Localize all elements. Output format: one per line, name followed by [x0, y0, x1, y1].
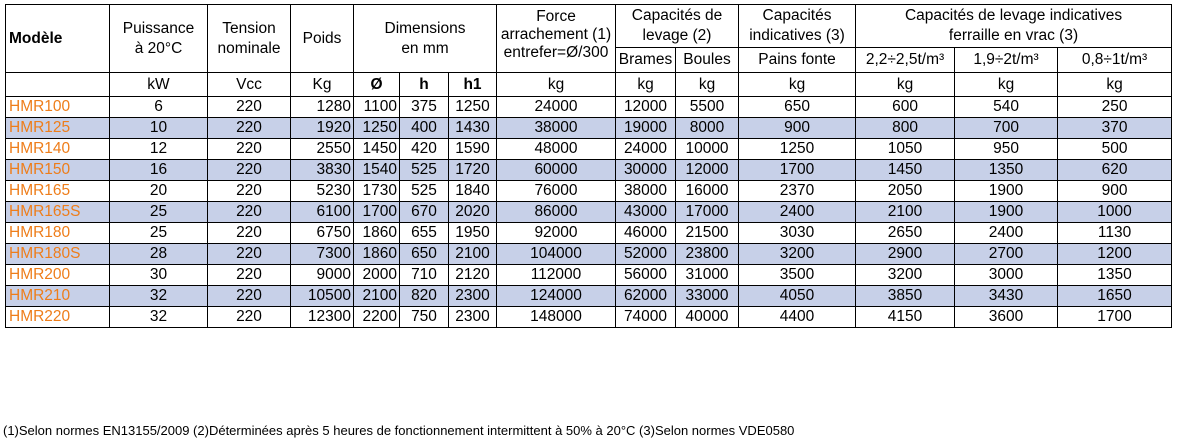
- table-row: [6, 202, 1172, 223]
- value-cell: 220: [208, 97, 291, 118]
- value-cell: 38000: [497, 118, 616, 139]
- value-cell: 1700: [354, 202, 400, 223]
- value-cell: 220: [208, 139, 291, 160]
- header-balls: Boules: [676, 48, 739, 73]
- header-lift-capacity: [616, 5, 739, 48]
- value-cell: 1950: [449, 223, 497, 244]
- value-cell: 2200: [354, 307, 400, 328]
- value-cell: 1730: [354, 181, 400, 202]
- value-cell: 1130: [1058, 223, 1172, 244]
- header-weight: Poids: [291, 5, 354, 73]
- value-cell: 500: [1058, 139, 1172, 160]
- header-model: Modèle: [6, 5, 110, 73]
- unit-power: kW: [110, 73, 208, 97]
- value-cell: 1250: [354, 118, 400, 139]
- value-cell: 2000: [354, 265, 400, 286]
- value-cell: 23800: [676, 244, 739, 265]
- header-power: [110, 5, 208, 73]
- value-cell: 30: [110, 265, 208, 286]
- header-voltage-line2: nominale: [217, 39, 281, 57]
- value-cell: 2300: [449, 286, 497, 307]
- unit-slabs: kg: [616, 73, 676, 97]
- unit-balls: kg: [676, 73, 739, 97]
- value-cell: 2120: [449, 265, 497, 286]
- unit-force: kg: [497, 73, 616, 97]
- value-cell: 38000: [616, 181, 676, 202]
- table-row: [6, 118, 1172, 139]
- header-lift-capacity-line2: levage (2): [642, 27, 712, 44]
- value-cell: 1860: [354, 244, 400, 265]
- value-cell: 420: [400, 139, 449, 160]
- value-cell: 104000: [497, 244, 616, 265]
- value-cell: 12000: [676, 160, 739, 181]
- value-cell: 220: [208, 244, 291, 265]
- value-cell: 33000: [676, 286, 739, 307]
- value-cell: 1350: [955, 160, 1058, 181]
- value-cell: 30000: [616, 160, 676, 181]
- value-cell: 76000: [497, 181, 616, 202]
- value-cell: 1700: [739, 160, 856, 181]
- value-cell: 62000: [616, 286, 676, 307]
- value-cell: 525: [400, 160, 449, 181]
- value-cell: 1050: [856, 139, 955, 160]
- value-cell: 2400: [955, 223, 1058, 244]
- value-cell: 1920: [291, 118, 354, 139]
- table-body: [6, 97, 1172, 328]
- value-cell: 820: [400, 286, 449, 307]
- value-cell: 1900: [955, 181, 1058, 202]
- value-cell: 28: [110, 244, 208, 265]
- value-cell: 4050: [739, 286, 856, 307]
- value-cell: 9000: [291, 265, 354, 286]
- model-cell: HMR100: [6, 97, 110, 118]
- value-cell: 2050: [856, 181, 955, 202]
- value-cell: 25: [110, 223, 208, 244]
- value-cell: 650: [400, 244, 449, 265]
- value-cell: 5230: [291, 181, 354, 202]
- header-force-line2: arrachement (1): [500, 26, 612, 43]
- value-cell: 600: [856, 97, 955, 118]
- table-row: [6, 160, 1172, 181]
- header-indicative-line1: Capacités: [762, 7, 832, 24]
- header-density-2: 1,9÷2t/m³: [955, 48, 1058, 73]
- model-cell: HMR180S: [6, 244, 110, 265]
- unit-density-1: kg: [856, 73, 955, 97]
- value-cell: 10: [110, 118, 208, 139]
- model-cell: HMR200: [6, 265, 110, 286]
- value-cell: 220: [208, 307, 291, 328]
- header-scrap-line2: ferraille en vrac (3): [948, 27, 1079, 44]
- value-cell: 525: [400, 181, 449, 202]
- header-voltage: [208, 5, 291, 73]
- value-cell: 148000: [497, 307, 616, 328]
- value-cell: 3200: [739, 244, 856, 265]
- value-cell: 4150: [856, 307, 955, 328]
- value-cell: 32: [110, 307, 208, 328]
- value-cell: 3850: [856, 286, 955, 307]
- value-cell: 2900: [856, 244, 955, 265]
- value-cell: 370: [1058, 118, 1172, 139]
- footnote: (1)Selon normes EN13155/2009 (2)Déterminées après 5 heures de fonctionnement intermittent à 50% à 20°C (3)Selon normes VDE0580: [3, 423, 795, 438]
- header-pig-iron: Pains fonte: [739, 48, 856, 73]
- value-cell: 220: [208, 265, 291, 286]
- header-indicative: [739, 5, 856, 48]
- header-h1: h1: [449, 73, 497, 97]
- value-cell: 40000: [676, 307, 739, 328]
- value-cell: 620: [1058, 160, 1172, 181]
- value-cell: 124000: [497, 286, 616, 307]
- value-cell: 220: [208, 223, 291, 244]
- value-cell: 1100: [354, 97, 400, 118]
- model-cell: HMR150: [6, 160, 110, 181]
- value-cell: 3430: [955, 286, 1058, 307]
- value-cell: 2100: [354, 286, 400, 307]
- value-cell: 2400: [739, 202, 856, 223]
- table-row: [6, 139, 1172, 160]
- value-cell: 7300: [291, 244, 354, 265]
- value-cell: 2020: [449, 202, 497, 223]
- value-cell: 1590: [449, 139, 497, 160]
- value-cell: 1280: [291, 97, 354, 118]
- table-row: [6, 265, 1172, 286]
- value-cell: 6100: [291, 202, 354, 223]
- value-cell: 12300: [291, 307, 354, 328]
- header-dimensions-line1: Dimensions: [384, 19, 466, 37]
- value-cell: 1540: [354, 160, 400, 181]
- value-cell: 46000: [616, 223, 676, 244]
- value-cell: 900: [1058, 181, 1172, 202]
- value-cell: 17000: [676, 202, 739, 223]
- value-cell: 1700: [1058, 307, 1172, 328]
- value-cell: 31000: [676, 265, 739, 286]
- model-cell: HMR140: [6, 139, 110, 160]
- unit-weight: Kg: [291, 73, 354, 97]
- value-cell: 10500: [291, 286, 354, 307]
- value-cell: 86000: [497, 202, 616, 223]
- header-scrap-capacity: [856, 5, 1172, 48]
- header-lift-capacity-line1: Capacités de: [631, 7, 723, 24]
- value-cell: 74000: [616, 307, 676, 328]
- value-cell: 2100: [449, 244, 497, 265]
- value-cell: 2700: [955, 244, 1058, 265]
- value-cell: 4400: [739, 307, 856, 328]
- header-density-3: 0,8÷1t/m³: [1058, 48, 1172, 73]
- value-cell: 12000: [616, 97, 676, 118]
- header-diameter: Ø: [354, 73, 400, 97]
- value-cell: 43000: [616, 202, 676, 223]
- value-cell: 1650: [1058, 286, 1172, 307]
- specification-table: [5, 4, 1172, 328]
- value-cell: 3600: [955, 307, 1058, 328]
- value-cell: 650: [739, 97, 856, 118]
- header-indicative-line2: indicatives (3): [749, 27, 845, 44]
- value-cell: 16: [110, 160, 208, 181]
- model-cell: HMR220: [6, 307, 110, 328]
- value-cell: 2650: [856, 223, 955, 244]
- value-cell: 250: [1058, 97, 1172, 118]
- value-cell: 1450: [354, 139, 400, 160]
- table-row: [6, 97, 1172, 118]
- value-cell: 655: [400, 223, 449, 244]
- value-cell: 950: [955, 139, 1058, 160]
- value-cell: 3500: [739, 265, 856, 286]
- value-cell: 10000: [676, 139, 739, 160]
- value-cell: 2550: [291, 139, 354, 160]
- value-cell: 3000: [955, 265, 1058, 286]
- unit-density-2: kg: [955, 73, 1058, 97]
- value-cell: 52000: [616, 244, 676, 265]
- value-cell: 1900: [955, 202, 1058, 223]
- unit-voltage: Vcc: [208, 73, 291, 97]
- value-cell: 900: [739, 118, 856, 139]
- header-scrap-line1: Capacités de levage indicatives: [904, 7, 1123, 24]
- value-cell: 1000: [1058, 202, 1172, 223]
- value-cell: 800: [856, 118, 955, 139]
- value-cell: 1840: [449, 181, 497, 202]
- value-cell: 60000: [497, 160, 616, 181]
- value-cell: 540: [955, 97, 1058, 118]
- table-row: [6, 181, 1172, 202]
- value-cell: 220: [208, 160, 291, 181]
- value-cell: 1250: [739, 139, 856, 160]
- header-power-line2: à 20°C: [134, 39, 183, 57]
- header-dimensions-line2: en mm: [401, 39, 449, 57]
- header-force-line3: entrefer=Ø/300: [503, 44, 609, 61]
- value-cell: 8000: [676, 118, 739, 139]
- value-cell: 21500: [676, 223, 739, 244]
- table-row: [6, 307, 1172, 328]
- value-cell: 220: [208, 118, 291, 139]
- value-cell: 400: [400, 118, 449, 139]
- value-cell: 3030: [739, 223, 856, 244]
- value-cell: 670: [400, 202, 449, 223]
- value-cell: 1450: [856, 160, 955, 181]
- value-cell: 6750: [291, 223, 354, 244]
- value-cell: 220: [208, 202, 291, 223]
- value-cell: 2100: [856, 202, 955, 223]
- value-cell: 220: [208, 286, 291, 307]
- value-cell: 5500: [676, 97, 739, 118]
- value-cell: 1860: [354, 223, 400, 244]
- value-cell: 32: [110, 286, 208, 307]
- table-row: [6, 244, 1172, 265]
- model-cell: HMR180: [6, 223, 110, 244]
- model-cell: HMR165: [6, 181, 110, 202]
- value-cell: 20: [110, 181, 208, 202]
- header-voltage-line1: Tension: [222, 19, 276, 37]
- model-cell: HMR165S: [6, 202, 110, 223]
- value-cell: 92000: [497, 223, 616, 244]
- value-cell: 24000: [616, 139, 676, 160]
- value-cell: 56000: [616, 265, 676, 286]
- value-cell: 1430: [449, 118, 497, 139]
- value-cell: 24000: [497, 97, 616, 118]
- table-row: [6, 223, 1172, 244]
- value-cell: 750: [400, 307, 449, 328]
- spec-table-container: [5, 4, 1172, 328]
- header-dimensions: [354, 5, 497, 73]
- unit-model: [6, 73, 110, 97]
- header-h: h: [400, 73, 449, 97]
- table-row: [6, 286, 1172, 307]
- unit-density-3: kg: [1058, 73, 1172, 97]
- value-cell: 1200: [1058, 244, 1172, 265]
- header-slabs: Brames: [616, 48, 676, 73]
- value-cell: 25: [110, 202, 208, 223]
- value-cell: 710: [400, 265, 449, 286]
- value-cell: 220: [208, 181, 291, 202]
- value-cell: 700: [955, 118, 1058, 139]
- unit-pig-iron: kg: [739, 73, 856, 97]
- value-cell: 375: [400, 97, 449, 118]
- value-cell: 3200: [856, 265, 955, 286]
- model-cell: HMR125: [6, 118, 110, 139]
- header-density-1: 2,2÷2,5t/m³: [856, 48, 955, 73]
- value-cell: 3830: [291, 160, 354, 181]
- value-cell: 16000: [676, 181, 739, 202]
- value-cell: 12: [110, 139, 208, 160]
- value-cell: 2370: [739, 181, 856, 202]
- value-cell: 19000: [616, 118, 676, 139]
- value-cell: 112000: [497, 265, 616, 286]
- header-force-line1: Force: [536, 8, 576, 25]
- value-cell: 1350: [1058, 265, 1172, 286]
- header-power-line1: Puissance: [122, 19, 195, 37]
- value-cell: 6: [110, 97, 208, 118]
- value-cell: 2300: [449, 307, 497, 328]
- value-cell: 48000: [497, 139, 616, 160]
- model-cell: HMR210: [6, 286, 110, 307]
- value-cell: 1250: [449, 97, 497, 118]
- header-force: [497, 5, 616, 73]
- value-cell: 1720: [449, 160, 497, 181]
